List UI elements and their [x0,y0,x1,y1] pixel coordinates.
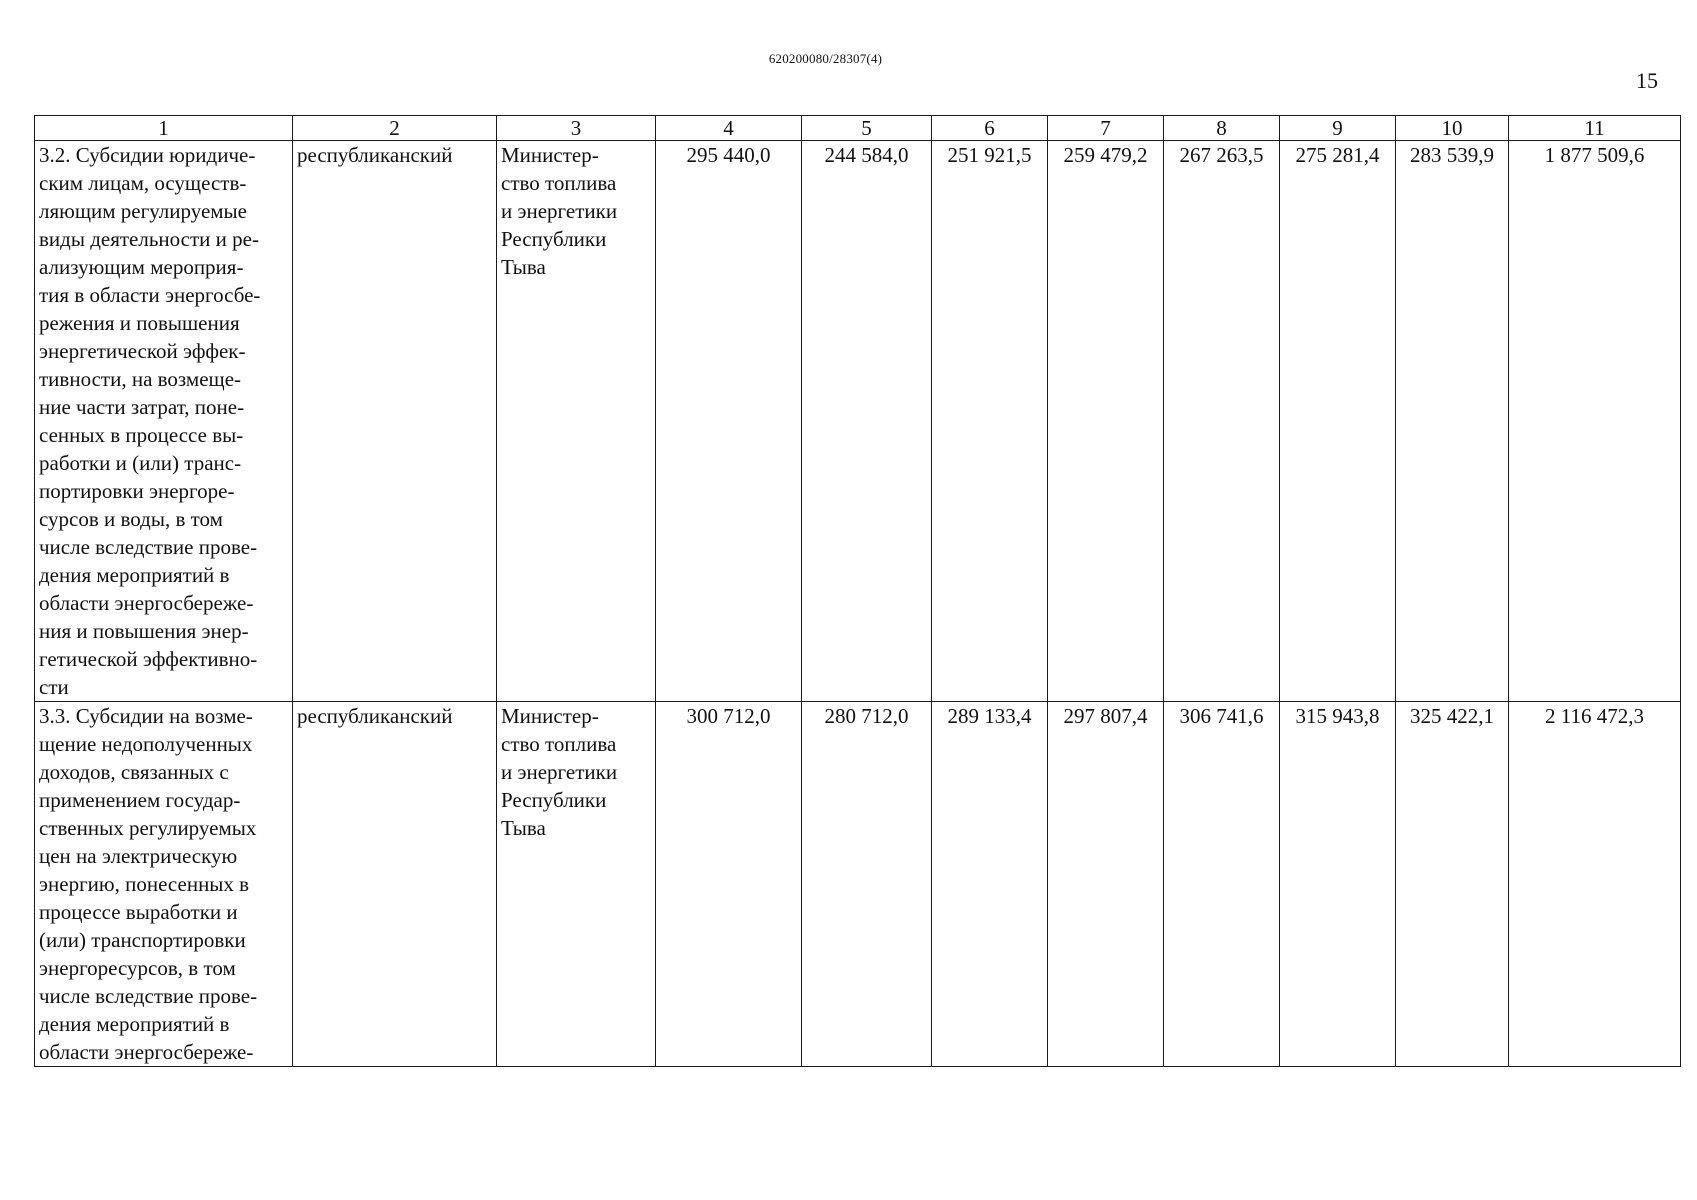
executor [497,702,656,1067]
value-cell: 244 584,0 [802,141,932,702]
column-header: 10 [1396,116,1509,141]
row-description [35,702,293,1067]
value-cell: 259 479,2 [1048,141,1164,702]
table-row [35,141,1681,702]
value-cell: 306 741,6 [1164,702,1280,1067]
value-cell: 297 807,4 [1048,702,1164,1067]
value-cell: 283 539,9 [1396,141,1509,702]
executor-text: Министер- ство топлива и энергетики Республики Тыва [501,704,618,840]
budget-level: республиканский [293,702,497,1067]
table-header-row [35,116,1681,141]
row-description-text: 3.2. Субсидии юридиче- ским лицам, осуществ- ляющим регулируемые виды деятельности и ре- ализующим мероприя- тия в области энергосбе- режения и повышения энергетической эффек- тивности, на возмеще- ние части затрат, поне- сенных в процессе вы- работки и (или) транс- портировки энергоре- сурсов и воды, в том числе вследствие прове- дения мероприятий в области энергосбереже- ния и повышения энер- гетической эффективно- сти [39,143,261,699]
value-cell: 251 921,5 [932,141,1048,702]
page-number: 15 [1636,68,1658,93]
column-header: 5 [802,116,932,141]
column-header: 2 [293,116,497,141]
budget-table [34,115,1681,1067]
column-header: 9 [1280,116,1396,141]
column-header: 11 [1509,116,1681,141]
value-cell: 315 943,8 [1280,702,1396,1067]
value-cell: 280 712,0 [802,702,932,1067]
column-header: 4 [656,116,802,141]
value-cell: 295 440,0 [656,141,802,702]
executor [497,141,656,702]
document-registration-code: 620200080/28307(4) [768,51,883,66]
value-cell: 300 712,0 [656,702,802,1067]
column-header: 8 [1164,116,1280,141]
total-cell: 2 116 472,3 [1509,702,1681,1067]
column-header: 1 [35,116,293,141]
row-description-text: 3.3. Субсидии на возме- щение недополученных доходов, связанных с применением государ- ственных регулируемых цен на электрическую энергию, понесенных в процессе выработки и (или) транспортировки энергоресурсов, в том числе вследствие прове- дения мероприятий в области энергосбереже- [39,704,258,1064]
value-cell: 267 263,5 [1164,141,1280,702]
column-header: 3 [497,116,656,141]
executor-text: Министер- ство топлива и энергетики Республики Тыва [501,143,618,279]
total-cell: 1 877 509,6 [1509,141,1681,702]
column-header: 7 [1048,116,1164,141]
value-cell: 325 422,1 [1396,702,1509,1067]
budget-level: республиканский [293,141,497,702]
column-header: 6 [932,116,1048,141]
value-cell: 275 281,4 [1280,141,1396,702]
value-cell: 289 133,4 [932,702,1048,1067]
table-row [35,702,1681,1067]
row-description [35,141,293,702]
